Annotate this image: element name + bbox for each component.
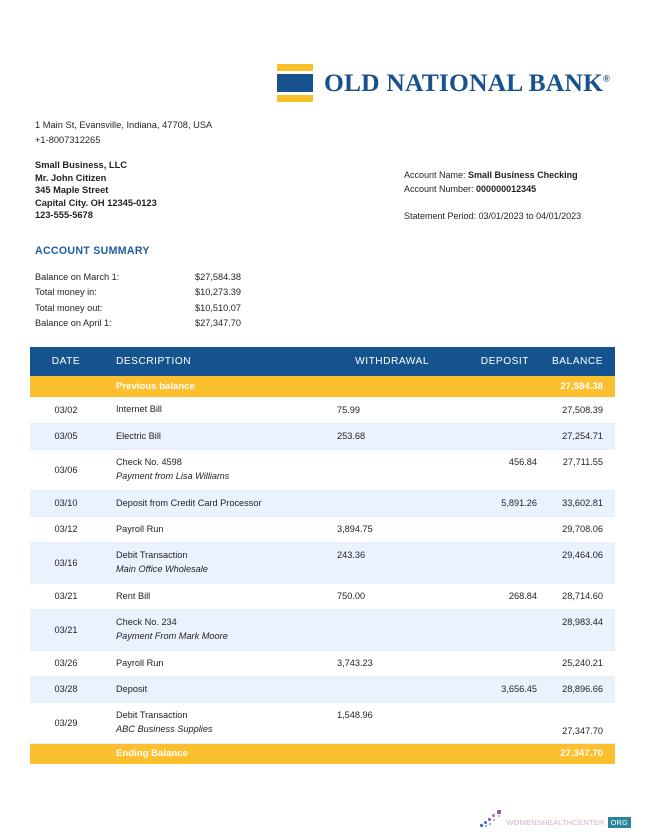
table-row [30, 542, 615, 583]
row-withdrawal [337, 609, 447, 650]
row-description-sub: ABC Business Supplies [116, 724, 213, 734]
table-row [30, 490, 615, 516]
row-balance: 27,347.70 [537, 702, 615, 743]
summary-amount: $27,347.70 [195, 318, 241, 329]
row-balance: 33,602.81 [537, 490, 615, 516]
row-date: 03/06 [30, 449, 102, 490]
summary-row [35, 285, 335, 300]
summary-amount: $27,584.38 [195, 272, 241, 282]
row-deposit [447, 702, 537, 743]
previous-balance-deposit [447, 376, 537, 397]
row-deposit [447, 542, 537, 583]
column-header-date: DATE [30, 347, 102, 376]
table-row [30, 449, 615, 490]
row-deposit [447, 397, 537, 423]
table-row [30, 516, 615, 542]
row-description-main: Deposit from Credit Card Processor [116, 497, 262, 508]
summary-row [35, 316, 335, 331]
row-date: 03/28 [30, 676, 102, 702]
row-withdrawal: 3,743.23 [337, 650, 447, 676]
summary-label: Balance on March 1: [35, 272, 120, 282]
account-number-value: 000000012345 [476, 183, 537, 194]
customer-phone: 123-555-5678 [35, 210, 93, 221]
transactions-table-body [30, 376, 615, 764]
row-date: 03/29 [30, 702, 102, 743]
previous-balance-row [30, 376, 615, 397]
column-header-description: DESCRIPTION [102, 347, 337, 376]
previous-balance-label: Previous balance [102, 376, 337, 397]
row-date: 03/16 [30, 542, 102, 583]
row-balance: 27,254.71 [537, 423, 615, 449]
customer-city-state-zip: Capital City. OH 12345-0123 [35, 197, 157, 208]
site-watermark [479, 810, 631, 828]
row-deposit [447, 423, 537, 449]
ending-balance-row [30, 743, 615, 764]
row-withdrawal [337, 490, 447, 516]
row-description-sub: Payment from Lisa Williams [116, 471, 230, 481]
row-balance: 25,240.21 [537, 650, 615, 676]
logo-bar-top [277, 64, 313, 71]
row-date: 03/10 [30, 490, 102, 516]
row-date: 03/02 [30, 397, 102, 423]
row-description [102, 490, 337, 516]
row-deposit: 268.84 [447, 583, 537, 609]
previous-balance-amount: 27,584.38 [537, 376, 615, 397]
row-deposit [447, 516, 537, 542]
previous-balance-date [30, 376, 102, 397]
row-date: 03/05 [30, 423, 102, 449]
table-row [30, 423, 615, 449]
summary-amount: $10,273.39 [195, 287, 241, 298]
row-description-main: Check No. 4598 [116, 457, 182, 467]
row-description-sub: Payment From Mark Moore [116, 631, 228, 641]
logo-bar-middle [277, 74, 313, 92]
row-description-main: Debit Transaction [116, 710, 188, 720]
customer-address-block [35, 159, 157, 222]
customer-company: Small Business, LLC [35, 160, 127, 170]
ending-balance-date [30, 743, 102, 764]
row-description-main: Payroll Run [116, 523, 164, 534]
row-description-main: Deposit [116, 683, 148, 694]
row-description-main: Electric Bill [116, 430, 161, 441]
account-name-label: Account Name: [404, 170, 466, 180]
row-deposit [447, 609, 537, 650]
account-summary-section [35, 245, 335, 332]
row-description-main: Internet Bill [116, 404, 162, 415]
row-withdrawal: 243.36 [337, 542, 447, 583]
row-deposit [447, 650, 537, 676]
bank-address [35, 118, 212, 148]
customer-name: Mr. John Citizen [35, 172, 107, 183]
table-row [30, 676, 615, 702]
logo-wordmark [324, 68, 610, 98]
row-description-main: Debit Transaction [116, 550, 188, 560]
row-description [102, 702, 337, 743]
row-balance: 28,714.60 [537, 583, 615, 609]
column-header-deposit: DEPOSIT [447, 347, 537, 376]
bank-address-phone: +1-8007312265 [35, 135, 101, 145]
summary-amount: $10,510.07 [195, 302, 241, 313]
account-name-value: Small Business Checking [468, 170, 578, 180]
table-row [30, 609, 615, 650]
ending-balance-withdrawal [337, 743, 447, 764]
row-deposit: 456.84 [447, 449, 537, 490]
row-date: 03/21 [30, 583, 102, 609]
customer-street: 345 Maple Street [35, 185, 109, 196]
row-description [102, 397, 337, 423]
summary-label: Total money out: [35, 302, 103, 313]
column-header-balance: BALANCE [537, 347, 615, 376]
account-name-row [404, 169, 581, 183]
table-row [30, 702, 615, 743]
row-withdrawal: 750.00 [337, 583, 447, 609]
row-withdrawal [337, 676, 447, 702]
logo-bar-bottom [277, 95, 313, 102]
row-withdrawal [337, 449, 447, 490]
table-header-row [30, 347, 615, 376]
account-summary-title: ACCOUNT SUMMARY [35, 245, 150, 257]
row-deposit: 3,656.45 [447, 676, 537, 702]
account-number-label: Account Number: [404, 183, 474, 194]
row-balance: 28,896.66 [537, 676, 615, 702]
bank-address-line1: 1 Main St, Evansville, Indiana, 47708, USA [35, 120, 213, 130]
row-description [102, 676, 337, 702]
row-balance: 27,508.39 [537, 397, 615, 423]
row-description [102, 650, 337, 676]
row-balance: 29,464.06 [537, 542, 615, 583]
row-description [102, 449, 337, 490]
ending-balance-deposit [447, 743, 537, 764]
row-date: 03/21 [30, 609, 102, 650]
row-balance: 29,708.06 [537, 516, 615, 542]
row-description [102, 542, 337, 583]
watermark-text: WOMENSHEALTHCENTER [506, 818, 605, 827]
watermark-dots-icon [479, 810, 503, 828]
table-row [30, 650, 615, 676]
row-description-sub: Main Office Wholesale [116, 564, 208, 574]
row-balance: 28,983.44 [537, 609, 615, 650]
table-row [30, 397, 615, 423]
row-description [102, 609, 337, 650]
ending-balance-amount: 27,347.70 [537, 743, 615, 764]
row-deposit: 5,891.26 [447, 490, 537, 516]
row-description [102, 583, 337, 609]
row-date: 03/26 [30, 650, 102, 676]
bank-logo [277, 64, 610, 102]
row-description [102, 423, 337, 449]
summary-row [35, 301, 335, 316]
account-number-row [404, 183, 581, 197]
logo-wordmark-text: OLD NATIONAL BANK [323, 68, 604, 97]
registered-trademark-icon: ® [603, 73, 610, 84]
row-description-main: Payroll Run [116, 657, 164, 668]
summary-label: Total money in: [35, 287, 97, 298]
logo-mark-icon [277, 64, 313, 102]
previous-balance-withdrawal [337, 376, 447, 397]
row-description-main: Rent Bill [116, 590, 151, 601]
row-withdrawal: 75.99 [337, 397, 447, 423]
account-info-block [404, 169, 581, 224]
table-row [30, 583, 615, 609]
row-withdrawal: 1,548.96 [337, 702, 447, 743]
row-balance: 27,711.55 [537, 449, 615, 490]
transactions-table [30, 347, 615, 764]
row-withdrawal: 3,894.75 [337, 516, 447, 542]
row-description-main: Check No. 234 [116, 617, 177, 627]
watermark-org-badge: ORG [608, 817, 631, 829]
summary-row [35, 270, 335, 285]
row-description [102, 516, 337, 542]
ending-balance-label: Ending Balance [102, 743, 337, 764]
statement-period: Statement Period: 03/01/2023 to 04/01/2023 [404, 211, 582, 221]
column-header-withdrawal: WITHDRAWAL [337, 347, 447, 376]
summary-label: Balance on April 1: [35, 318, 112, 329]
row-date: 03/12 [30, 516, 102, 542]
row-withdrawal: 253.68 [337, 423, 447, 449]
